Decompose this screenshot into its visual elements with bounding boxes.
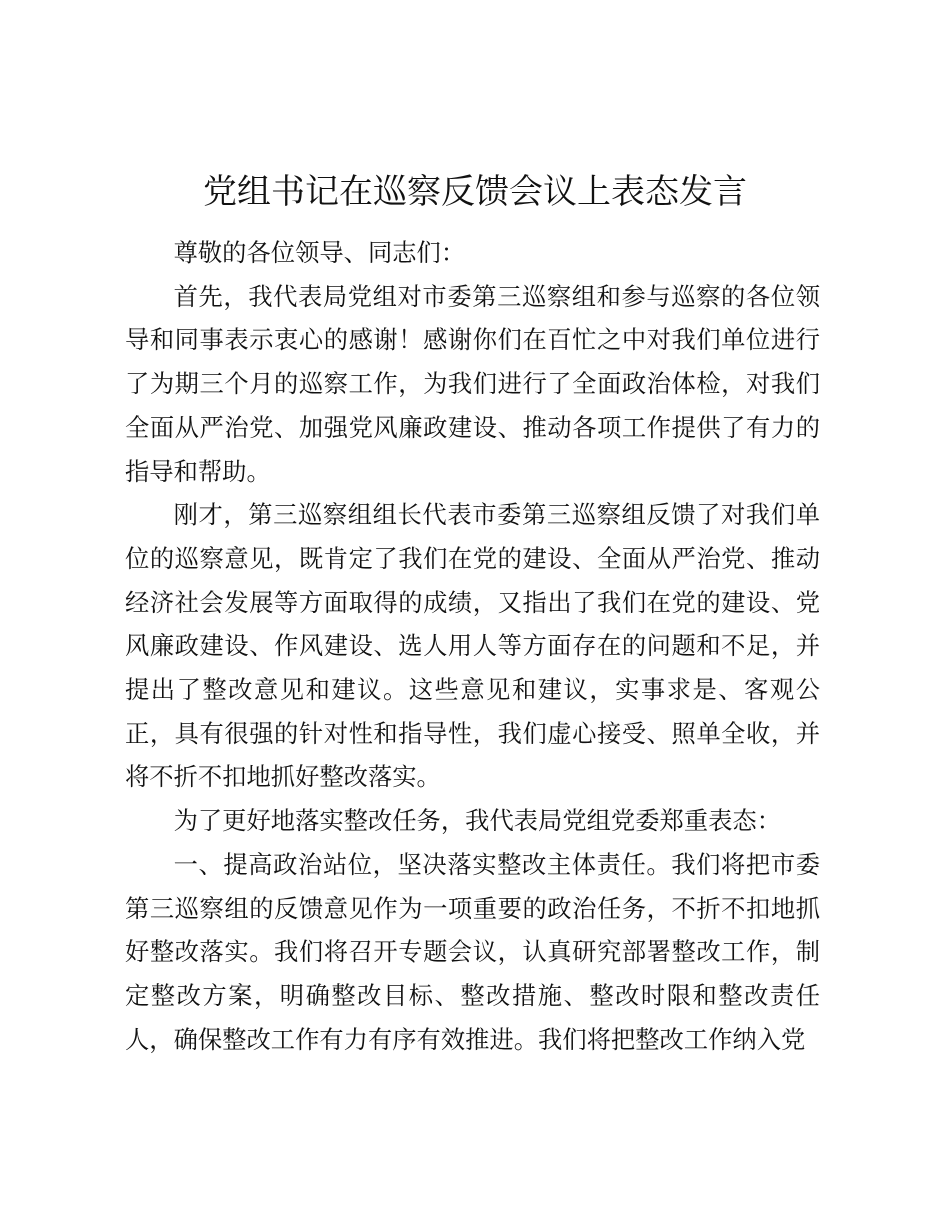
document-title: 党组书记在巡察反馈会议上表态发言 <box>203 172 747 212</box>
salutation-paragraph: 尊敬的各位领导、同志们： <box>173 238 466 267</box>
body-paragraph: 刚才，第三巡察组组长代表市委第三巡察组反馈了对我们单位的巡察意见，既肯定了我们在党的建设、全面从严治党、推动经济社会发展等方面取得的成绩，又指出了我们在党的建设、党风廉政建设、作风建设、选人用人等方面存在的问题和不足，并提出了整改意见和建议。这些意见和建议，实事求是、客观公正，具有很强的针对性和指导性，我们虚心接受、照单全收，并将不折不扣地抓好整改落实。 <box>125 500 820 792</box>
document-body <box>125 231 820 1061</box>
body-paragraph: 首先，我代表局党组对市委第三巡察组和参与巡察的各位领导和同事表示衷心的感谢！感谢你们在百忙之中对我们单位进行了为期三个月的巡察工作，为我们进行了全面政治体检，对我们全面从严治党、加强党风廉政建设、推动各项工作提供了有力的指导和帮助。 <box>125 281 820 486</box>
body-paragraph: 为了更好地落实整改任务，我代表局党组党委郑重表态： <box>173 806 782 836</box>
body-paragraph: 一、提高政治站位，坚决落实整改主体责任。我们将把市委第三巡察组的反馈意见作为一项重要的政治任务，不折不扣地抓好整改落实。我们将召开专题会议，认真研究部署整改工作，制定整改方案，明确整改目标、整改措施、整改时限和整改责任人，确保整改工作有力有序有效推进。我们将把整改工作纳入党 <box>125 849 820 1054</box>
